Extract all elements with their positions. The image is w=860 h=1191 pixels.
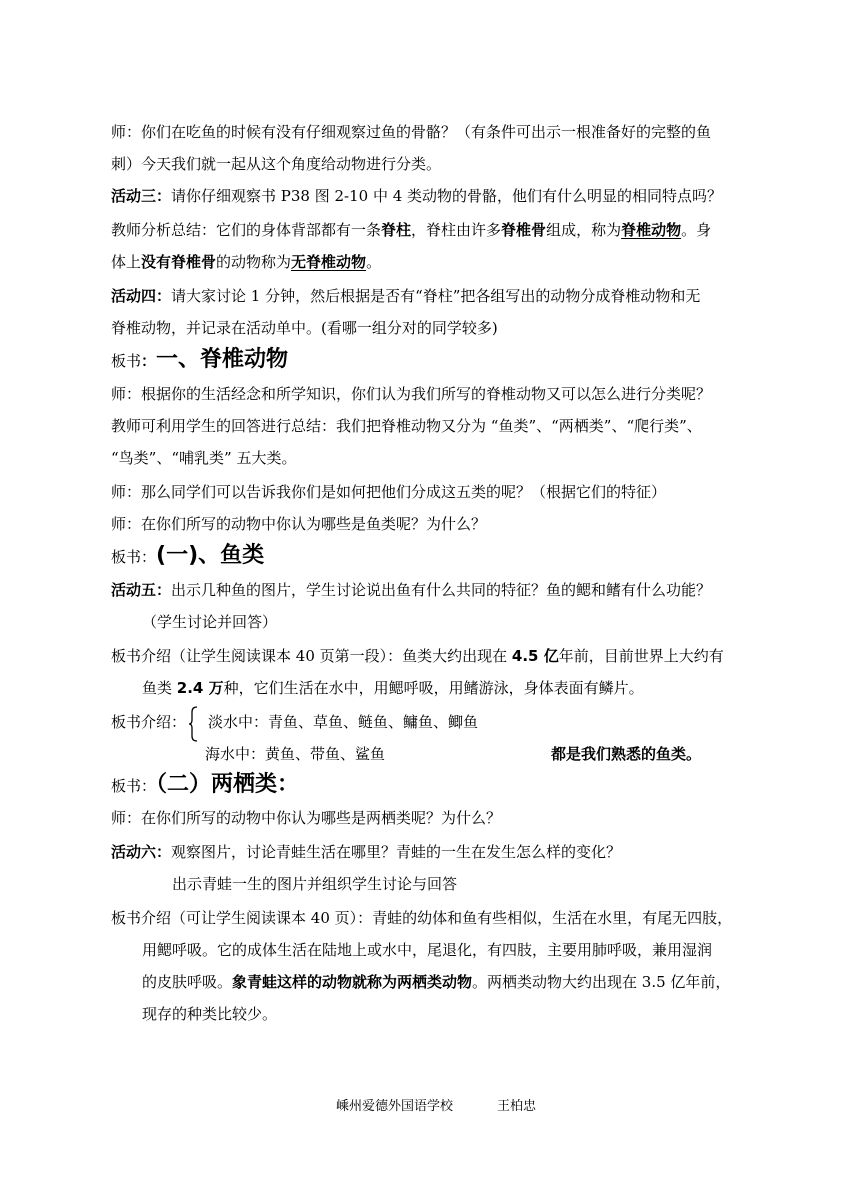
freshwater-fish: 淡水中：青鱼、草鱼、鲢鱼、鳙鱼、鲫鱼: [208, 713, 479, 731]
activity-6: 活动六：观察图片，讨论青蛙生活在哪里？青蛙的一生在发生怎么样的变化？: [111, 843, 622, 861]
fish-species-count: 2.4 万: [176, 679, 224, 697]
teacher-summary-2: 教师可利用学生的回答进行总结：我们把脊椎动物又分为 “鱼类”、“两栖类”、“爬行类”、: [111, 417, 702, 435]
fish-list-label: 板书介绍：: [111, 713, 187, 731]
seawater-fish: 海水中：黄鱼、带鱼、鲨鱼: [205, 745, 386, 763]
teacher-question-1-cont: 刺）今天我们就一起从这个角度给动物进行分类。: [111, 155, 442, 173]
teacher-question-3: 师：那么同学们可以告诉我你们是如何把他们分成这五类的呢？（根据它们的特征）: [111, 483, 667, 501]
footer-author: 王柏忠: [497, 1099, 537, 1114]
teacher-question-2: 师：根据你的生活经念和所学知识，你们认为我们所写的脊椎动物又可以怎么进行分类呢？: [111, 385, 712, 403]
activity-label: 活动四：: [111, 287, 172, 305]
footer-school: 嵊州爱德外国语学校: [336, 1099, 454, 1114]
activity-5-note: （学生讨论并回答）: [142, 613, 278, 631]
activity-5: 活动五：出示几种鱼的图片，学生讨论说出鱼有什么共同的特征？鱼的鳃和鳍有什么功能？: [111, 581, 712, 599]
activity-4: 活动四：请大家讨论 1 分钟，然后根据是否有“脊柱”把各组写出的动物分成脊椎动物和无: [111, 287, 701, 305]
amphibian-intro-line-3: 的皮肤呼吸。象青蛙这样的动物就称为两栖类动物。两栖类动物大约出现在 3.5 亿年前，: [142, 973, 731, 991]
activity-4-cont: 脊椎动物，并记录在活动单中。(看哪一组分对的同学较多): [111, 319, 498, 337]
board-heading-amphibians: 板书：（二）两栖类：: [111, 772, 300, 797]
teacher-question-5: 师：在你们所写的动物中你认为哪些是两栖类呢？为什么？: [111, 809, 502, 827]
amphibian-intro-line-4: 现存的种类比较少。: [142, 1005, 278, 1023]
activity-text: 请你仔细观察书 P38 图 2-10 中 4 类动物的骨骼，他们有什么明显的相同特点吗？: [171, 187, 723, 205]
teacher-summary-line-2: 体上没有脊椎骨的动物称为无脊椎动物。: [111, 253, 382, 271]
fish-intro-line-1: 板书介绍（让学生阅读课本 40 页第一段）：鱼类大约出现在 4.5 亿年前，目前世界上大约有: [111, 647, 724, 665]
amphibian-intro-line-1: 板书介绍（可让学生阅读课本 40 页）：青蛙的幼体和鱼有些相似，生活在水里，有尾无四肢，: [111, 909, 733, 927]
activity-label: 活动三：: [111, 187, 172, 205]
section-title: (一)、鱼类: [156, 543, 265, 568]
activity-6-note: 出示青蛙一生的图片并组织学生讨论与回答: [172, 875, 458, 893]
teacher-summary-line-1: 教师分析总结：它们的身体背部都有一条脊柱，脊柱由许多脊椎骨组成，称为脊椎动物。身: [111, 221, 712, 239]
term-vertebrate: 脊椎动物: [621, 221, 682, 239]
brace-icon: [188, 706, 198, 742]
amphibian-intro-line-2: 用鳃呼吸。它的成体生活在陆地上或水中，尾退化，有四肢，主要用肺呼吸，兼用湿润: [142, 941, 713, 959]
term-vertebra: 脊椎骨: [501, 221, 547, 239]
fish-note: 都是我们熟悉的鱼类。: [551, 745, 702, 763]
teacher-question-4: 师：在你们所写的动物中你认为哪些是鱼类呢？为什么？: [111, 515, 487, 533]
fish-intro-line-2: 鱼类 2.4 万种，它们生活在水中，用鳃呼吸，用鳍游泳，身体表面有鳞片。: [142, 679, 644, 697]
teacher-summary-2-cont: “鸟类”、“哺乳类” 五大类。: [111, 449, 297, 467]
term-invertebrate: 无脊椎动物: [291, 253, 367, 271]
teacher-question-1: 师：你们在吃鱼的时候有没有仔细观察过鱼的骨骼？（有条件可出示一根准备好的完整的鱼: [111, 123, 712, 141]
section-title: （二）两栖类：: [156, 772, 300, 797]
board-heading-fish: 板书：(一)、鱼类: [111, 543, 265, 568]
activity-label: 活动六：: [111, 843, 172, 861]
term-spine: 脊柱: [381, 221, 412, 239]
board-heading-vertebrates: 板书：一、脊椎动物: [111, 347, 289, 372]
fish-age: 4.5 亿: [511, 647, 559, 665]
activity-3: [111, 186, 722, 206]
section-title: 一、脊椎动物: [156, 347, 289, 372]
term-no-vertebra: 没有脊椎骨: [141, 253, 217, 271]
activity-label: 活动五：: [111, 581, 172, 599]
amphibian-definition: 象青蛙这样的动物就称为两栖类动物: [232, 973, 473, 991]
